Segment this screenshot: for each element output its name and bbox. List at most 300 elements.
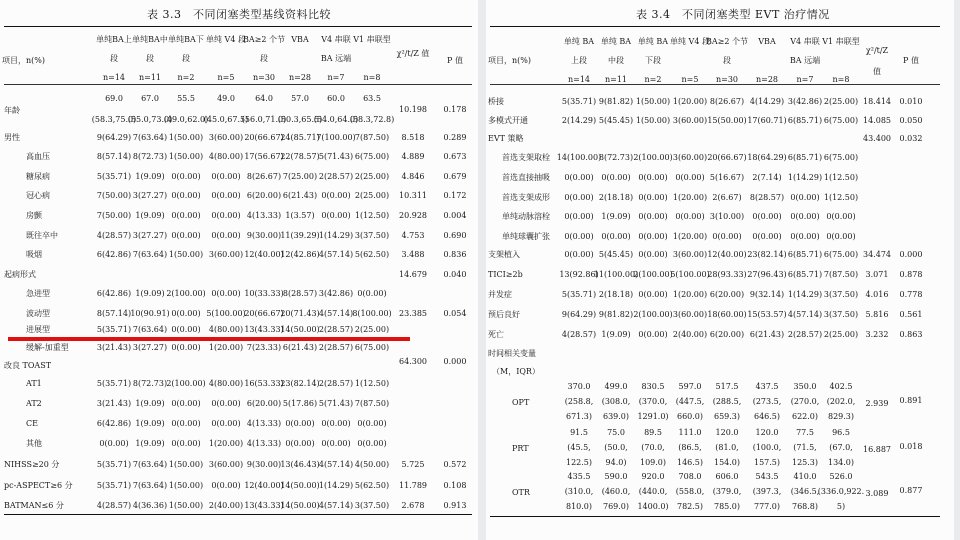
cell-stat: 43.400	[863, 134, 891, 143]
table-cell: 2(25.00)	[823, 97, 859, 106]
column-n: n=8	[832, 75, 850, 84]
table-cell: 6(75.00)	[354, 343, 390, 352]
table-cell: 5(35.71)	[561, 97, 597, 106]
row-label: 进展型	[26, 325, 50, 334]
row-label: 糖尿病	[26, 172, 50, 181]
cell-iqr: (58.3,72.8)	[349, 115, 395, 124]
cell-p: 0.032	[899, 134, 923, 143]
time-iqr-upper: 5)	[836, 502, 846, 511]
cell-p: 0.913	[443, 501, 467, 510]
row-label: OTR	[512, 488, 530, 497]
time-median: 437.5	[755, 382, 779, 391]
time-iqr-lower: (273.5,	[752, 397, 782, 406]
bottom-rule	[4, 514, 472, 515]
table-cell: 3(37.50)	[823, 290, 859, 299]
table-cell: 1(20.00)	[208, 343, 244, 352]
table-cell: 3(60.00)	[672, 116, 708, 125]
cell-median: 69.0	[105, 94, 123, 103]
row-label: AT2	[26, 399, 42, 408]
table-cell: 5(16.67)	[709, 173, 745, 182]
table-cell: 12(40.00)	[707, 250, 747, 259]
table-cell: 18(60.00)	[707, 310, 747, 319]
time-iqr-upper: 769.0)	[602, 502, 630, 511]
cell-stat: 10.198	[399, 105, 427, 114]
cell-median: 67.0	[141, 94, 159, 103]
left-table-title: 表 3.3 不同闭塞类型基线资料比较	[147, 8, 331, 21]
table-cell: 6(85.71)	[787, 270, 823, 279]
table-cell: 4(14.29)	[749, 97, 785, 106]
table-cell: 14(50.00)	[280, 481, 320, 490]
table-cell: 7(63.64)	[132, 325, 168, 334]
table-cell: 7(87.50)	[354, 133, 390, 142]
header-p: P 值	[903, 56, 919, 65]
table-cell: 3(10.00)	[709, 212, 745, 221]
table-cell: 7(23.33)	[246, 343, 282, 352]
table-cell: 22(78.57)	[280, 152, 320, 161]
cell-stat: 10.311	[399, 191, 427, 200]
column-header-sub: 段	[146, 54, 154, 63]
table-cell: 1(9.09)	[601, 330, 631, 339]
table-cell: 1(50.00)	[168, 501, 204, 510]
table-cell: 6(75.00)	[354, 152, 390, 161]
cell-stat: 34.474	[863, 250, 891, 259]
table-cell: 1(14.29)	[787, 290, 823, 299]
time-iqr-upper: 785.0)	[713, 502, 741, 511]
table-cell: 5(100.00)	[206, 309, 246, 318]
column-n: n=28	[288, 73, 312, 82]
column-header: 单纯BA上	[96, 35, 132, 44]
time-iqr-upper: 122.5)	[565, 458, 593, 467]
table-cell: 1(50.00)	[168, 481, 204, 490]
column-n: n=2	[644, 75, 662, 84]
table-cell: 5(62.50)	[354, 250, 390, 259]
table-cell: 0(0.00)	[638, 232, 668, 241]
time-median: 120.0	[715, 428, 739, 437]
time-iqr-upper: 1291.0)	[637, 412, 669, 421]
time-median: 91.5	[570, 428, 588, 437]
table-cell: 0(0.00)	[675, 212, 705, 221]
table-cell: 9(81.82)	[598, 310, 634, 319]
table-cell: 6(75.00)	[823, 250, 859, 259]
table-cell: 4(57.14)	[318, 501, 354, 510]
time-iqr-upper: 154.0)	[713, 458, 741, 467]
table-cell: 0(0.00)	[211, 211, 241, 220]
table-cell: 0(0.00)	[171, 191, 201, 200]
time-iqr-upper: 777.0)	[753, 502, 781, 511]
table-cell: 0(0.00)	[638, 290, 668, 299]
table-cell: 7(100.00)	[316, 133, 356, 142]
table-cell: 27(96.43)	[747, 270, 787, 279]
top-rule	[4, 26, 472, 27]
cell-iqr: (49.0,62.0)	[163, 115, 209, 124]
table-cell: 0(0.00)	[211, 399, 241, 408]
table-cell: 0(0.00)	[211, 419, 241, 428]
time-median: 89.5	[644, 428, 662, 437]
table-cell: 0(0.00)	[601, 173, 631, 182]
table-cell: 0(0.00)	[211, 172, 241, 181]
column-header-sub: 中段	[608, 56, 624, 65]
time-median: 410.0	[793, 472, 817, 481]
table-cell: 5(35.71)	[96, 460, 132, 469]
table-cell: 2(28.57)	[787, 330, 823, 339]
table-cell: 9(30.00)	[246, 231, 282, 240]
table-cell: 0(0.00)	[357, 439, 387, 448]
time-iqr-upper: 810.0)	[565, 502, 593, 511]
table-cell: 1(50.00)	[168, 133, 204, 142]
row-label: CE	[26, 419, 38, 428]
time-median: 708.0	[678, 472, 702, 481]
cell-p: 0.050	[899, 116, 923, 125]
table-cell: 6(75.00)	[823, 116, 859, 125]
time-iqr-lower: (45.5,	[567, 443, 591, 452]
table-cell: 6(85.71)	[787, 116, 823, 125]
table-cell: 6(20.00)	[709, 330, 745, 339]
table-cell: 1(9.09)	[135, 399, 165, 408]
table-cell: 0(0.00)	[601, 232, 631, 241]
column-header: V4 串联	[790, 37, 820, 46]
header-stat: χ²/t/Z	[865, 46, 889, 55]
cell-p: 0.572	[443, 460, 467, 469]
table-cell: 9(32.14)	[749, 290, 785, 299]
row-label: 单纯动脉溶栓	[502, 212, 550, 221]
cell-stat: 3.089	[865, 489, 889, 498]
table-cell: 4(50.00)	[354, 460, 390, 469]
row-label: 死亡	[488, 330, 504, 339]
time-iqr-lower: (440.0,	[638, 487, 668, 496]
column-header: VBA	[291, 35, 309, 44]
table-cell: 8(72.73)	[132, 152, 168, 161]
cell-stat: 2.678	[401, 501, 425, 510]
table-cell: 5(35.71)	[96, 481, 132, 490]
cell-stat: 20.928	[399, 211, 427, 220]
cell-p: 0.000	[443, 357, 467, 366]
table-cell: 1(14.29)	[318, 231, 354, 240]
table-cell: 6(75.00)	[823, 153, 859, 162]
cell-median: 64.0	[255, 94, 273, 103]
row-label: 预后良好	[488, 310, 520, 319]
header-stat-sub: 值	[873, 67, 881, 76]
table-cell: 8(28.57)	[749, 193, 785, 202]
cell-median: 63.5	[363, 94, 381, 103]
cell-p: 0.863	[899, 330, 923, 339]
table-cell: 2(18.18)	[598, 193, 634, 202]
table-cell: 9(64.29)	[561, 310, 597, 319]
table-cell: 1(14.29)	[318, 481, 354, 490]
table-cell: 2(6.67)	[712, 193, 742, 202]
table-cell: 0(0.00)	[285, 419, 315, 428]
table-cell: 7(25.00)	[282, 172, 318, 181]
time-iqr-lower: (258.8,	[564, 397, 594, 406]
table-cell: 1(20.00)	[672, 232, 708, 241]
cell-median: 55.5	[177, 94, 195, 103]
cell-iqr: (54.0,64.0)	[313, 115, 359, 124]
cell-median: 57.0	[291, 94, 309, 103]
row-label: 并发症	[488, 290, 512, 299]
column-n: n=2	[177, 73, 195, 82]
cell-median: 49.0	[217, 94, 235, 103]
table-cell: 0(0.00)	[790, 232, 820, 241]
table-cell: 5(100.00)	[670, 270, 710, 279]
row-label: 其他	[26, 439, 42, 448]
column-header: V1 串联型	[353, 35, 391, 44]
left-table-page	[0, 0, 478, 540]
table-cell: 23(82.14)	[747, 250, 787, 259]
column-header: V4 串联	[321, 35, 351, 44]
cell-p: 0.561	[899, 310, 923, 319]
column-header-sub: 段	[182, 54, 190, 63]
table-cell: 1(9.09)	[135, 419, 165, 428]
column-header-sub: 段	[110, 54, 118, 63]
time-median: 402.5	[829, 382, 853, 391]
table-cell: 6(21.43)	[282, 343, 318, 352]
section-label: 时间相关变量	[488, 349, 536, 358]
table-cell: 23(82.14)	[280, 379, 320, 388]
table-cell: 1(50.00)	[168, 250, 204, 259]
table-cell: 8(72.73)	[598, 153, 634, 162]
table-cell: 5(71.43)	[318, 399, 354, 408]
table-cell: 13(43.33)	[244, 501, 284, 510]
cell-stat: 2.939	[865, 399, 889, 408]
header-stat: χ²/t/Z 值	[396, 49, 430, 58]
table-cell: 2(100.00)	[166, 289, 206, 298]
table-cell: 1(50.00)	[635, 116, 671, 125]
table-cell: 7(63.64)	[132, 460, 168, 469]
table-cell: 0(0.00)	[564, 193, 594, 202]
cell-p: 0.178	[443, 105, 467, 114]
time-iqr-lower: (71.5,	[793, 443, 817, 452]
table-cell: 4(57.14)	[318, 309, 354, 318]
table-cell: 6(21.43)	[282, 191, 318, 200]
cell-stat: 18.414	[863, 97, 891, 106]
cell-stat: 5.816	[865, 310, 889, 319]
row-label: BATMAN≤6 分	[4, 501, 64, 510]
row-label: 缓解-加重型	[26, 343, 69, 352]
row-label: 男性	[4, 133, 20, 142]
column-n: n=11	[138, 73, 162, 82]
table-cell: 0(0.00)	[171, 343, 201, 352]
bottom-rule	[490, 516, 940, 517]
table-cell: 1(9.09)	[135, 172, 165, 181]
table-cell: 3(60.00)	[672, 153, 708, 162]
table-cell: 7(50.00)	[96, 211, 132, 220]
table-cell: 12(40.00)	[244, 250, 284, 259]
row-label: PRT	[512, 444, 529, 453]
time-median: 111.0	[678, 428, 702, 437]
table-cell: 16(53.33)	[244, 379, 284, 388]
cell-p: 0.289	[443, 133, 467, 142]
cell-stat: 64.300	[399, 357, 427, 366]
table-cell: 3(60.00)	[208, 460, 244, 469]
column-n: n=30	[715, 75, 739, 84]
column-header-sub: 段	[260, 54, 268, 63]
cell-p: 0.878	[899, 270, 923, 279]
table-cell: 4(57.14)	[318, 460, 354, 469]
table-cell: 1(20.00)	[672, 193, 708, 202]
time-iqr-lower: (50.0,	[604, 443, 628, 452]
cell-p: 0.778	[899, 290, 923, 299]
cell-iqr: (56.0,71.0)	[241, 115, 287, 124]
time-median: 435.5	[567, 472, 591, 481]
header-item-label: 项目，n(%)	[2, 56, 45, 65]
time-iqr-lower: (270.0,	[790, 397, 820, 406]
table-cell: 4(36.36)	[132, 501, 168, 510]
row-label: 单纯球囊扩张	[502, 232, 550, 241]
column-n: n=5	[217, 73, 235, 82]
table-cell: 0(0.00)	[171, 419, 201, 428]
table-cell: 1(50.00)	[635, 97, 671, 106]
column-header: V1 串联型	[822, 37, 860, 46]
table-cell: 5(35.71)	[96, 172, 132, 181]
table-cell: 0(0.00)	[752, 212, 782, 221]
cell-stat: 14.085	[863, 116, 891, 125]
cell-stat: 3.232	[865, 330, 889, 339]
cell-p: 0.000	[899, 250, 923, 259]
cell-iqr: (55.0,73.0)	[127, 115, 173, 124]
table-cell: 0(0.00)	[171, 231, 201, 240]
header-item-label: 项目，n(%)	[488, 56, 531, 65]
table-cell: 8(26.67)	[709, 97, 745, 106]
cell-iqr: (50.3,65.5)	[277, 115, 323, 124]
table-cell: 6(42.86)	[96, 419, 132, 428]
column-header: VBA	[758, 37, 776, 46]
cell-p: 0.679	[443, 172, 467, 181]
time-iqr-upper: 768.8)	[791, 502, 819, 511]
time-iqr-upper: 125.3)	[791, 458, 819, 467]
time-iqr-upper: 94.0)	[605, 458, 627, 467]
table-cell: 3(37.50)	[354, 501, 390, 510]
row-label: 改良 TOAST	[4, 361, 52, 370]
table-cell: 1(12.50)	[354, 379, 390, 388]
row-label: 支架植入	[488, 250, 520, 259]
table-cell: 0(0.00)	[752, 232, 782, 241]
table-cell: 14(50.00)	[280, 501, 320, 510]
table-cell: 8(100.00)	[352, 309, 392, 318]
row-label: 年龄	[4, 106, 20, 115]
table-cell: 0(0.00)	[321, 419, 351, 428]
table-cell: 0(0.00)	[675, 173, 705, 182]
cell-p: 0.690	[443, 231, 467, 240]
table-cell: 18(64.29)	[747, 153, 787, 162]
table-cell: 6(20.00)	[246, 399, 282, 408]
table-cell: 4(13.33)	[246, 419, 282, 428]
table-cell: 3(60.00)	[672, 310, 708, 319]
table-cell: 4(80.00)	[208, 379, 244, 388]
row-label: 吸烟	[26, 250, 42, 259]
column-header-sub: 下段	[645, 56, 661, 65]
table-cell: 0(0.00)	[171, 399, 201, 408]
table-cell: 0(0.00)	[321, 211, 351, 220]
header-p: P 值	[447, 56, 463, 65]
table-cell: 3(21.43)	[96, 343, 132, 352]
table-cell: 2(28.57)	[318, 172, 354, 181]
cell-stat: 8.518	[401, 133, 425, 142]
section-sublabel: （M，IQR）	[492, 367, 540, 376]
cell-p: 0.018	[899, 442, 923, 451]
table-cell: 1(20.00)	[672, 97, 708, 106]
table-cell: 20(66.67)	[244, 133, 284, 142]
table-cell: 2(100.00)	[633, 270, 673, 279]
table-cell: 0(0.00)	[638, 330, 668, 339]
table-cell: 2(18.18)	[598, 290, 634, 299]
table-cell: 1(20.00)	[208, 439, 244, 448]
time-median: 526.0	[829, 472, 853, 481]
time-iqr-lower: (447.5,	[675, 397, 705, 406]
row-label: pc-ASPECT≥6 分	[4, 481, 73, 490]
table-cell: 0(0.00)	[285, 439, 315, 448]
table-cell: 2(100.00)	[633, 153, 673, 162]
cell-stat: 4.846	[401, 172, 425, 181]
column-header: BA≥2 个节	[706, 37, 748, 46]
time-median: 77.5	[796, 428, 814, 437]
table-cell: 11(100.00)	[593, 270, 639, 279]
table-cell: 5(35.71)	[96, 379, 132, 388]
table-cell: 13(43.33)	[244, 325, 284, 334]
time-median: 920.0	[641, 472, 665, 481]
column-header: 单纯 V4 段	[206, 35, 246, 44]
table-cell: 3(21.43)	[96, 399, 132, 408]
table-cell: 5(35.71)	[96, 325, 132, 334]
column-n: n=30	[252, 73, 276, 82]
cell-p: 0.004	[443, 211, 467, 220]
time-iqr-lower: (460.0,	[601, 487, 631, 496]
table-cell: 0(0.00)	[826, 212, 856, 221]
table-cell: 13(46.43)	[280, 460, 320, 469]
table-cell: 4(80.00)	[208, 152, 244, 161]
table-cell: 1(50.00)	[168, 152, 204, 161]
column-n: n=5	[681, 75, 699, 84]
table-cell: 20(66.67)	[244, 309, 284, 318]
time-iqr-upper: 782.5)	[676, 502, 704, 511]
cell-stat: 4.889	[401, 152, 425, 161]
table-cell: 1(9.09)	[135, 289, 165, 298]
table-cell: 9(81.82)	[598, 97, 634, 106]
table-cell: 0(0.00)	[790, 193, 820, 202]
column-n: n=14	[102, 73, 126, 82]
column-header-sub: BA 远端	[320, 54, 352, 63]
time-iqr-upper: 829.3)	[827, 412, 855, 421]
time-iqr-lower: (397.3,	[752, 487, 782, 496]
table-cell: 6(20.00)	[246, 191, 282, 200]
row-label: 高血压	[26, 152, 50, 161]
table-cell: 3(37.50)	[354, 231, 390, 240]
time-iqr-upper: 639.0)	[602, 412, 630, 421]
table-cell: 0(0.00)	[638, 173, 668, 182]
table-cell: 5(71.43)	[318, 152, 354, 161]
time-median: 590.0	[604, 472, 628, 481]
table-cell: 2(100.00)	[166, 379, 206, 388]
time-iqr-upper: 646.5)	[753, 412, 781, 421]
table-cell: 14(100.00)	[556, 153, 602, 162]
time-iqr-lower: (558.0,	[675, 487, 705, 496]
table-cell: 6(42.86)	[96, 250, 132, 259]
table-cell: 0(0.00)	[321, 191, 351, 200]
row-label: OPT	[512, 398, 530, 407]
table-cell: 11(39.29)	[280, 231, 320, 240]
column-n: n=11	[604, 75, 628, 84]
cell-p: 0.836	[443, 250, 467, 259]
table-cell: 1(12.50)	[823, 173, 859, 182]
row-label: 冠心病	[26, 191, 50, 200]
table-cell: 0(0.00)	[99, 439, 129, 448]
time-iqr-upper: 134.0)	[827, 458, 855, 467]
table-cell: 10(33.33)	[244, 289, 284, 298]
table-cell: 4(57.14)	[787, 310, 823, 319]
table-cell: 2(28.57)	[318, 325, 354, 334]
time-iqr-upper: 671.3)	[565, 412, 593, 421]
table-cell: 2(28.57)	[318, 379, 354, 388]
table-cell: 0(0.00)	[790, 212, 820, 221]
time-iqr-upper: 659.3)	[713, 412, 741, 421]
